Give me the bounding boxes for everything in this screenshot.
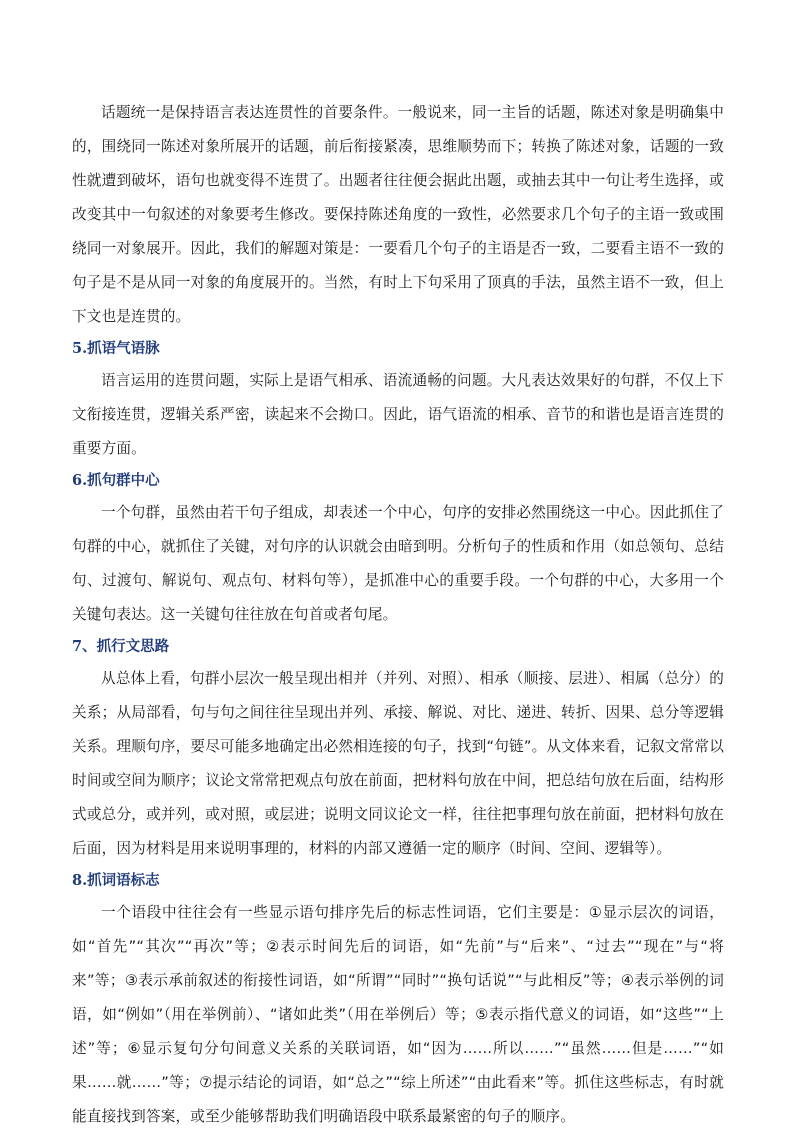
- paragraph-group-center: 一个句群，虽然由若干句子组成，却表述一个中心，句序的安排必然围绕这一中心。因此抓住了句群的中心，就抓住了关键，对句序的认识就会由暗到明。分析句子的性质和作用（如总领句、总结句、过渡句、解说句、观点句、材料句等），是抓准中心的重要手段。一个句群的中心，大多用一个关键句表达。这一关键句往往放在句首或者句尾。: [72, 504, 724, 623]
- document-page: [72, 96, 724, 1134]
- heading-writing-logic: 7、抓行文思路: [72, 638, 170, 655]
- paragraph-tone-flow: 语言运用的连贯问题，实际上是语气相承、语流通畅的问题。大凡表达效果好的句群，不仅上下文衔接连贯，逻辑关系严密，读起来不会拗口。因此，语气语流的相承、音节的和谐也是语言连贯的重要方面。: [72, 372, 724, 457]
- paragraph-writing-logic: 从总体上看，句群小层次一般呈现出相并（并列、对照）、相承（顺接、层进）、相属（总分）的关系；从局部看，句与句之间往往呈现出并列、承接、解说、对比、递进、转折、因果、总分等逻辑关系。理顺句序，要尽可能多地确定出必然相连接的句子，找到“句链”。从文体来看，记叙文常常以时间或空间为顺序；议论文常常把观点句放在前面，把材料句放在中间，把总结句放在后面，结构形式或总分，或并列，或对照，或层进；说明文同议论文一样，往往把事理句放在前面，把材料句放在后面，因为材料是用来说明事理的，材料的内部又遵循一定的顺序（时间、空间、逻辑等）。: [72, 670, 724, 857]
- heading-tone-flow: 5.抓语气语脉: [72, 340, 160, 357]
- paragraph-topic-unity: 话题统一是保持语言表达连贯性的首要条件。一般说来，同一主旨的话题，陈述对象是明确集中的，围绕同一陈述对象所展开的话题，前后衔接紧凑，思维顺势而下；转换了陈述对象，话题的一致性就遭到破坏，语句也就变得不连贯了。出题者往往便会据此出题，或抽去其中一句让考生选择，或改变其中一句叙述的对象要考生修改。要保持陈述角度的一致性，必然要求几个句子的主语一致或围绕同一对象展开。因此，我们的解题对策是：一要看几个句子的主语是否一致，二要看主语不一致的句子是不是从同一对象的角度展开的。当然，有时上下句采用了顶真的手法，虽然主语不一致，但上下文也是连贯的。: [72, 104, 724, 325]
- heading-marker-words: 8.抓词语标志: [72, 872, 160, 889]
- heading-group-center: 6.抓句群中心: [72, 472, 160, 489]
- paragraph-marker-words: 一个语段中往往会有一些显示语句排序先后的标志性词语，它们主要是：①显示层次的词语，如“首先”“其次”“再次”等；②表示时间先后的词语，如“先前”与“后来”、“过去”“现在”与“将来”等；③表示承前叙述的衔接性词语，如“所谓”“同时”“换句话说”“与此相反”等；④表示举例的词语，如“例如”（用在举例前）、“诸如此类”（用在举例后）等；⑤表示指代意义的词语，如“这些”“上述”等；⑥显示复句分句间意义关系的关联词语，如“因为……所以……”“虽然……但是……”“如果……就……”等；⑦提示结论的词语，如“总之”“综上所述”“由此看来”等。抓住这些标志，有时就能直接找到答案，或至少能够帮助我们明确语段中联系最紧密的句子的顺序。: [72, 904, 725, 1125]
